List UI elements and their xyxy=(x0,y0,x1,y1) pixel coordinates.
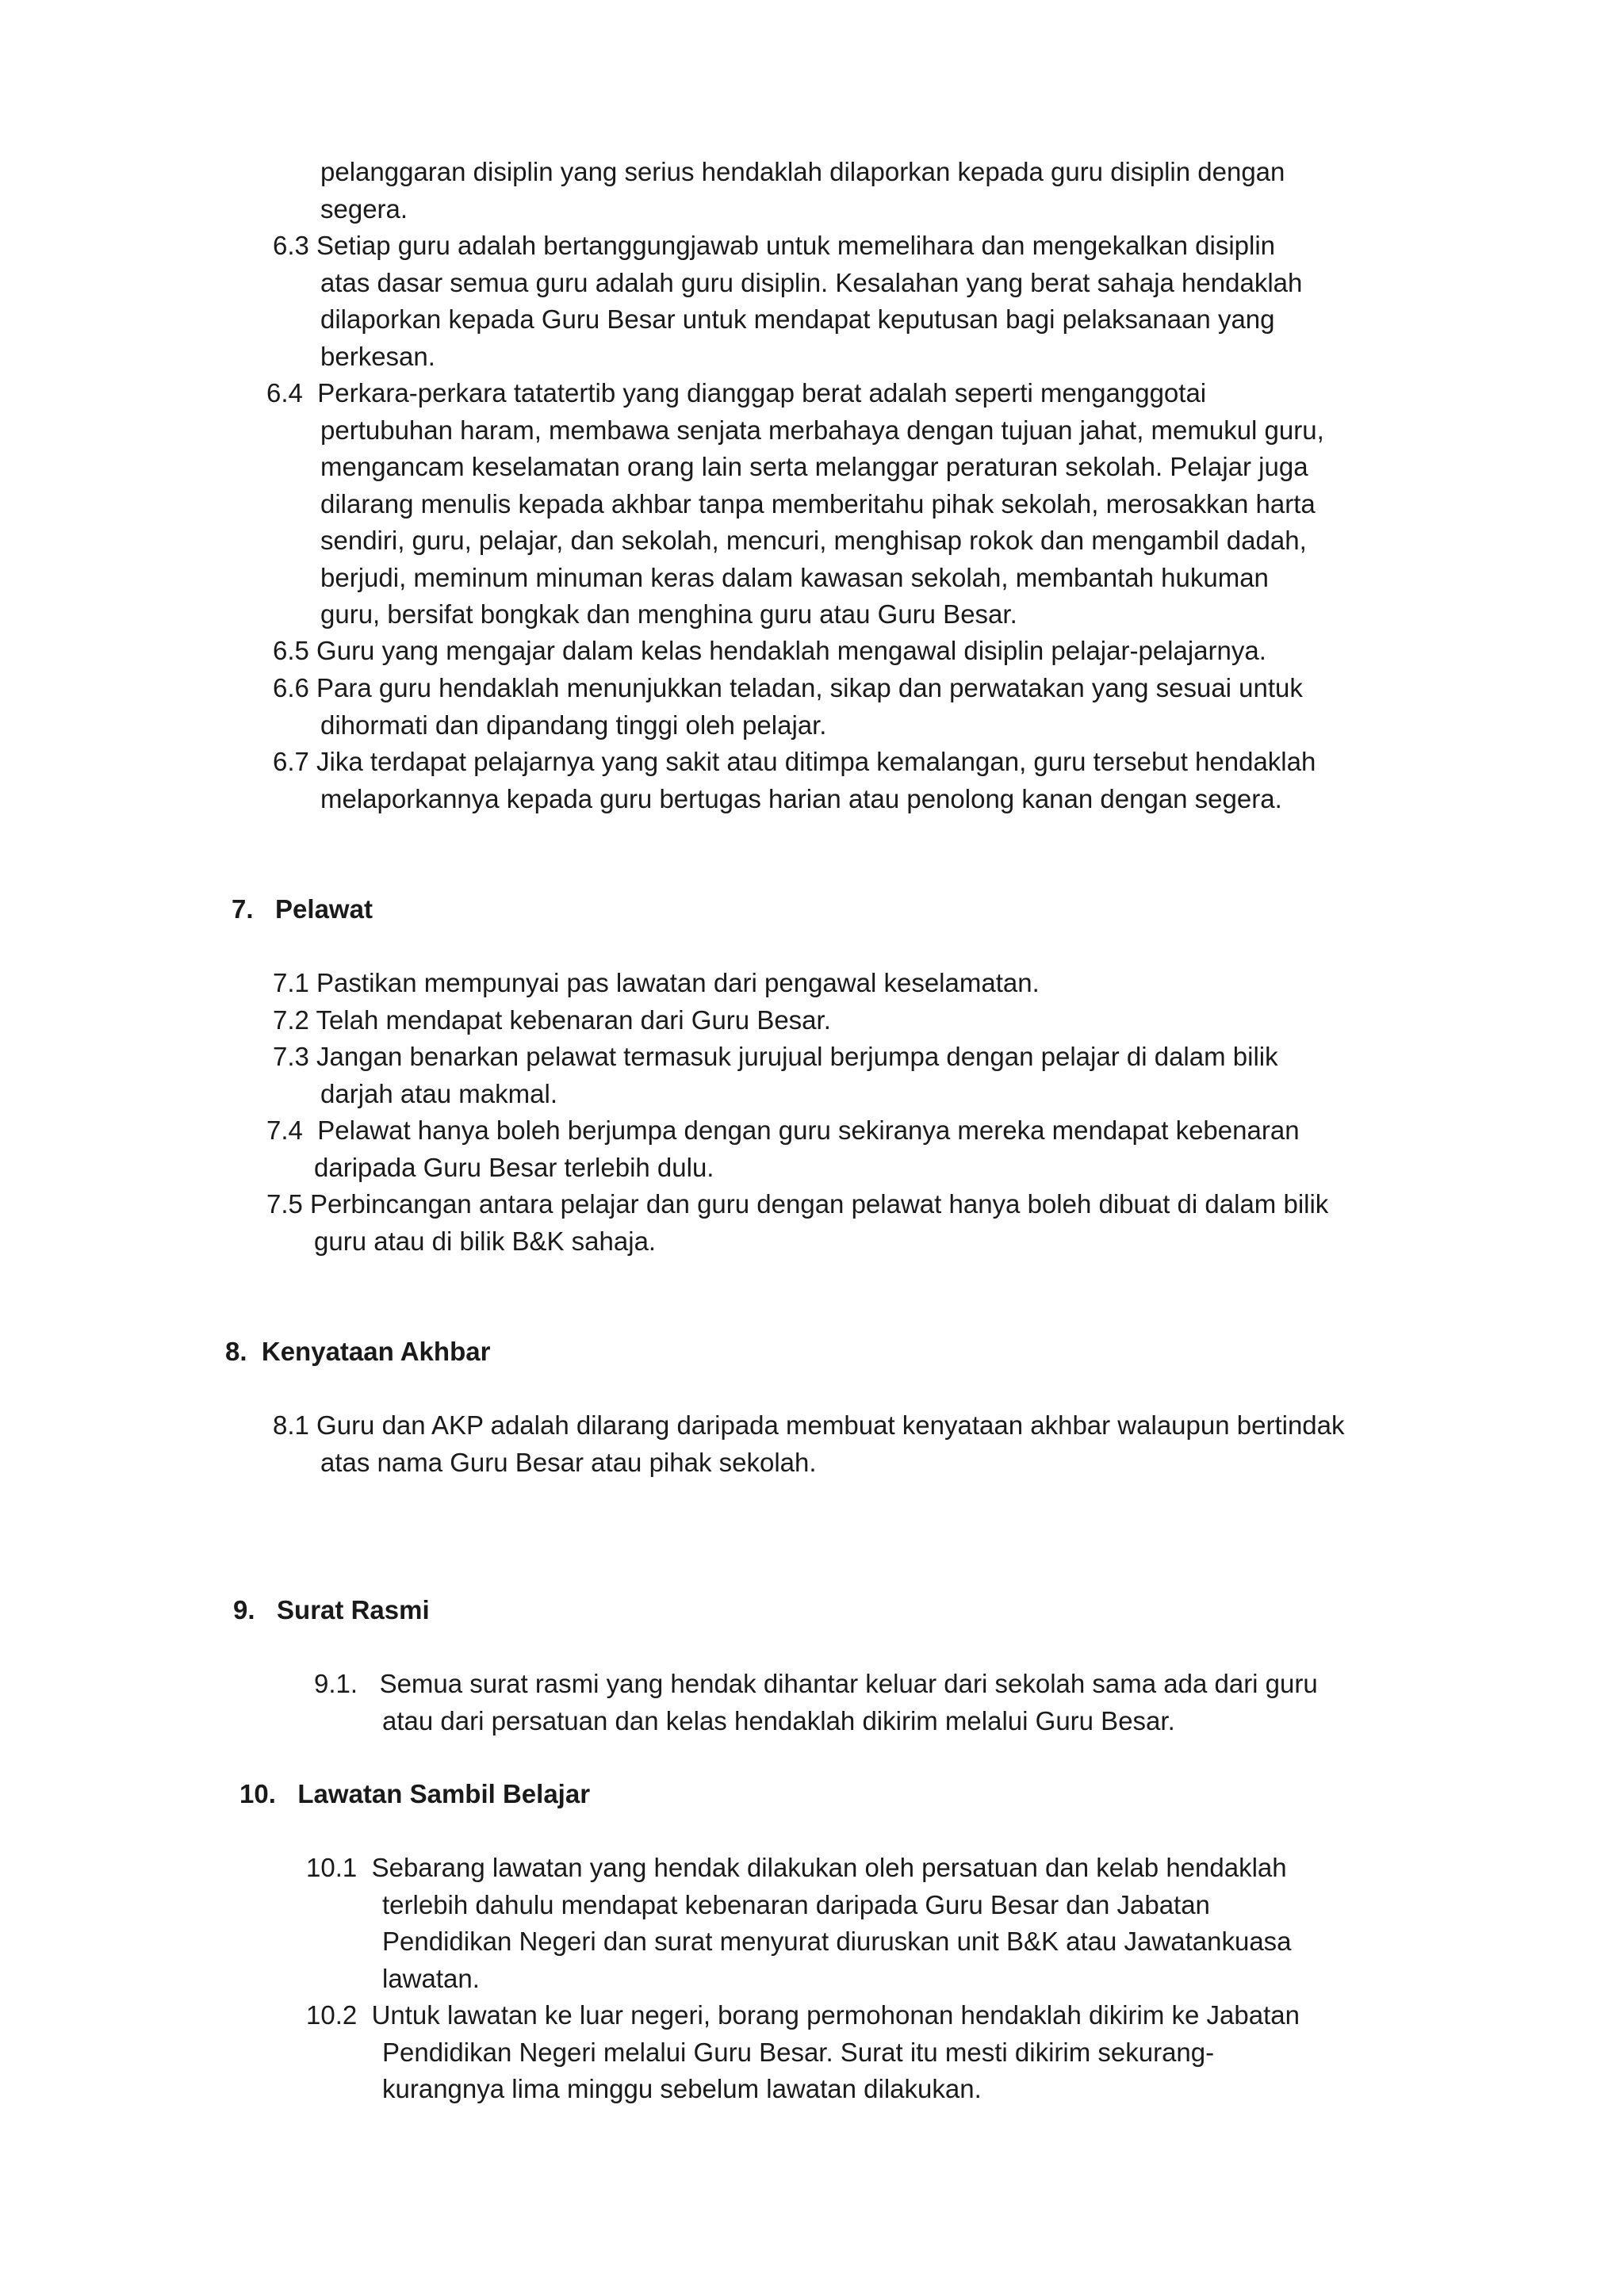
item-number: 6.7 xyxy=(273,747,309,776)
item-number: 7.4 xyxy=(266,1115,303,1145)
section-heading-8 xyxy=(225,1334,490,1371)
item-text: atau dari persatuan dan kelas hendaklah dikirim melalui Guru Besar. xyxy=(382,1705,1175,1735)
section-title: Kenyataan Akhbar xyxy=(261,1337,491,1366)
item-number: 7.1 xyxy=(273,968,309,997)
list-item-6-3 xyxy=(273,228,1302,375)
item-text: sendiri, guru, pelajar, dan sekolah, mencuri, menghisap rokok dan mengambil dadah, xyxy=(320,526,1307,555)
section-heading-10 xyxy=(239,1776,590,1813)
item-number: 7.5 xyxy=(266,1189,303,1219)
item-number: 9.1. xyxy=(314,1669,358,1698)
list-item-6-7 xyxy=(273,744,1316,817)
item-text: daripada Guru Besar terlebih dulu. xyxy=(314,1152,714,1182)
item-text: Perbincangan antara pelajar dan guru dengan pelawat hanya boleh dibuat di dalam bilik xyxy=(310,1189,1329,1219)
item-text: Jangan benarkan pelawat termasuk jurujual berjumpa dengan pelajar di dalam bilik xyxy=(316,1042,1278,1071)
section-title: Pelawat xyxy=(275,894,373,924)
item-number: 8.1 xyxy=(273,1410,309,1440)
section-title: Surat Rasmi xyxy=(277,1595,430,1624)
item-text: Semua surat rasmi yang hendak dihantar keluar dari sekolah sama ada dari guru xyxy=(379,1669,1318,1698)
item-text: Para guru hendaklah menunjukkan teladan, sikap dan perwatakan yang sesuai untuk xyxy=(316,673,1303,702)
section-number: 10. xyxy=(239,1779,276,1808)
section-heading-9 xyxy=(233,1592,430,1629)
item-text: Jika terdapat pelajarnya yang sakit atau ditimpa kemalangan, guru tersebut hendaklah xyxy=(316,747,1316,776)
item-number: 6.6 xyxy=(273,673,309,702)
list-item-8-1 xyxy=(273,1407,1345,1481)
item-text: Perkara-perkara tatatertib yang dianggap berat adalah seperti menganggotai xyxy=(317,378,1207,408)
list-item-10-2 xyxy=(306,1997,1300,2108)
item-text: lawatan. xyxy=(382,1963,480,1993)
list-item-7-4 xyxy=(266,1112,1300,1186)
item-text: Guru dan AKP adalah dilarang daripada membuat kenyataan akhbar walaupun bertindak xyxy=(316,1410,1345,1440)
item-text: Pendidikan Negeri melalui Guru Besar. Surat itu mesti dikirim sekurang- xyxy=(382,2037,1215,2067)
item-text: mengancam keselamatan orang lain serta melanggar peraturan sekolah. Pelajar juga xyxy=(320,452,1308,481)
item-text: darjah atau makmal. xyxy=(320,1078,557,1108)
section-number: 9. xyxy=(233,1595,255,1624)
list-item-10-1 xyxy=(306,1850,1292,1997)
list-item-7-2 xyxy=(273,1002,831,1039)
item-text: Pendidikan Negeri dan surat menyurat diuruskan unit B&K atau Jawatankuasa xyxy=(382,1927,1292,1956)
item-number: 6.5 xyxy=(273,636,309,665)
item-text: guru atau di bilik B&K sahaja. xyxy=(314,1226,657,1256)
item-text: dihormati dan dipandang tinggi oleh pelajar. xyxy=(320,710,827,740)
list-item-6-6 xyxy=(273,670,1303,744)
item-text: Setiap guru adalah bertanggungjawab untuk memelihara dan mengekalkan disiplin xyxy=(316,231,1276,260)
item-text: guru, bersifat bongkak dan menghina guru atau Guru Besar. xyxy=(320,599,1017,629)
item-number: 6.3 xyxy=(273,231,309,260)
item-number: 10.1 xyxy=(306,1853,358,1882)
item-text: dilaporkan kepada Guru Besar untuk mendapat keputusan bagi pelaksanaan yang xyxy=(320,304,1275,334)
list-item-9-1 xyxy=(314,1666,1318,1739)
section-number: 7. xyxy=(232,894,254,924)
section6-intro xyxy=(320,154,1285,228)
item-text: Telah mendapat kebenaran dari Guru Besar. xyxy=(316,1005,831,1035)
item-text: terlebih dahulu mendapat kebenaran daripada Guru Besar dan Jabatan xyxy=(382,1889,1210,1919)
item-text: atas nama Guru Besar atau pihak sekolah. xyxy=(320,1447,817,1477)
section-heading-7 xyxy=(232,891,373,928)
item-number: 7.3 xyxy=(273,1042,309,1071)
list-item-6-5 xyxy=(273,633,1266,670)
item-number: 6.4 xyxy=(266,378,303,408)
item-text: Sebarang lawatan yang hendak dilakukan oleh persatuan dan kelab hendaklah xyxy=(371,1853,1287,1882)
item-text: Pastikan mempunyai pas lawatan dari pengawal keselamatan. xyxy=(316,968,1040,997)
item-text: dilarang menulis kepada akhbar tanpa memberitahu pihak sekolah, merosakkan harta xyxy=(320,488,1316,519)
item-text: berkesan. xyxy=(320,341,435,371)
item-text: atas dasar semua guru adalah guru disiplin. Kesalahan yang berat sahaja hendaklah xyxy=(320,267,1303,297)
list-item-7-5 xyxy=(266,1186,1328,1260)
item-text: berjudi, meminum minuman keras dalam kawasan sekolah, membantah hukuman xyxy=(320,562,1269,592)
item-text: Guru yang mengajar dalam kelas hendaklah mengawal disiplin pelajar-pelajarnya. xyxy=(316,636,1266,665)
item-text: Untuk lawatan ke luar negeri, borang permohonan hendaklah dikirim ke Jabatan xyxy=(371,2000,1300,2030)
item-text: melaporkannya kepada guru bertugas harian atau penolong kanan dengan segera. xyxy=(320,783,1282,813)
section-number: 8. xyxy=(225,1337,247,1366)
intro-line: pelanggaran disiplin yang serius hendaklah dilaporkan kepada guru disiplin dengan xyxy=(320,157,1285,186)
item-text: Pelawat hanya boleh berjumpa dengan guru sekiranya mereka mendapat kebenaran xyxy=(317,1115,1300,1145)
item-text: kurangnya lima minggu sebelum lawatan dilakukan. xyxy=(382,2074,982,2103)
intro-line: segera. xyxy=(320,193,408,224)
item-number: 10.2 xyxy=(306,2000,358,2030)
item-number: 7.2 xyxy=(273,1005,309,1035)
list-item-6-4 xyxy=(266,375,1324,633)
section-title: Lawatan Sambil Belajar xyxy=(297,1779,591,1808)
item-text: pertubuhan haram, membawa senjata merbahaya dengan tujuan jahat, memukul guru, xyxy=(320,415,1324,445)
list-item-7-3 xyxy=(273,1039,1278,1112)
list-item-7-1 xyxy=(273,965,1040,1002)
